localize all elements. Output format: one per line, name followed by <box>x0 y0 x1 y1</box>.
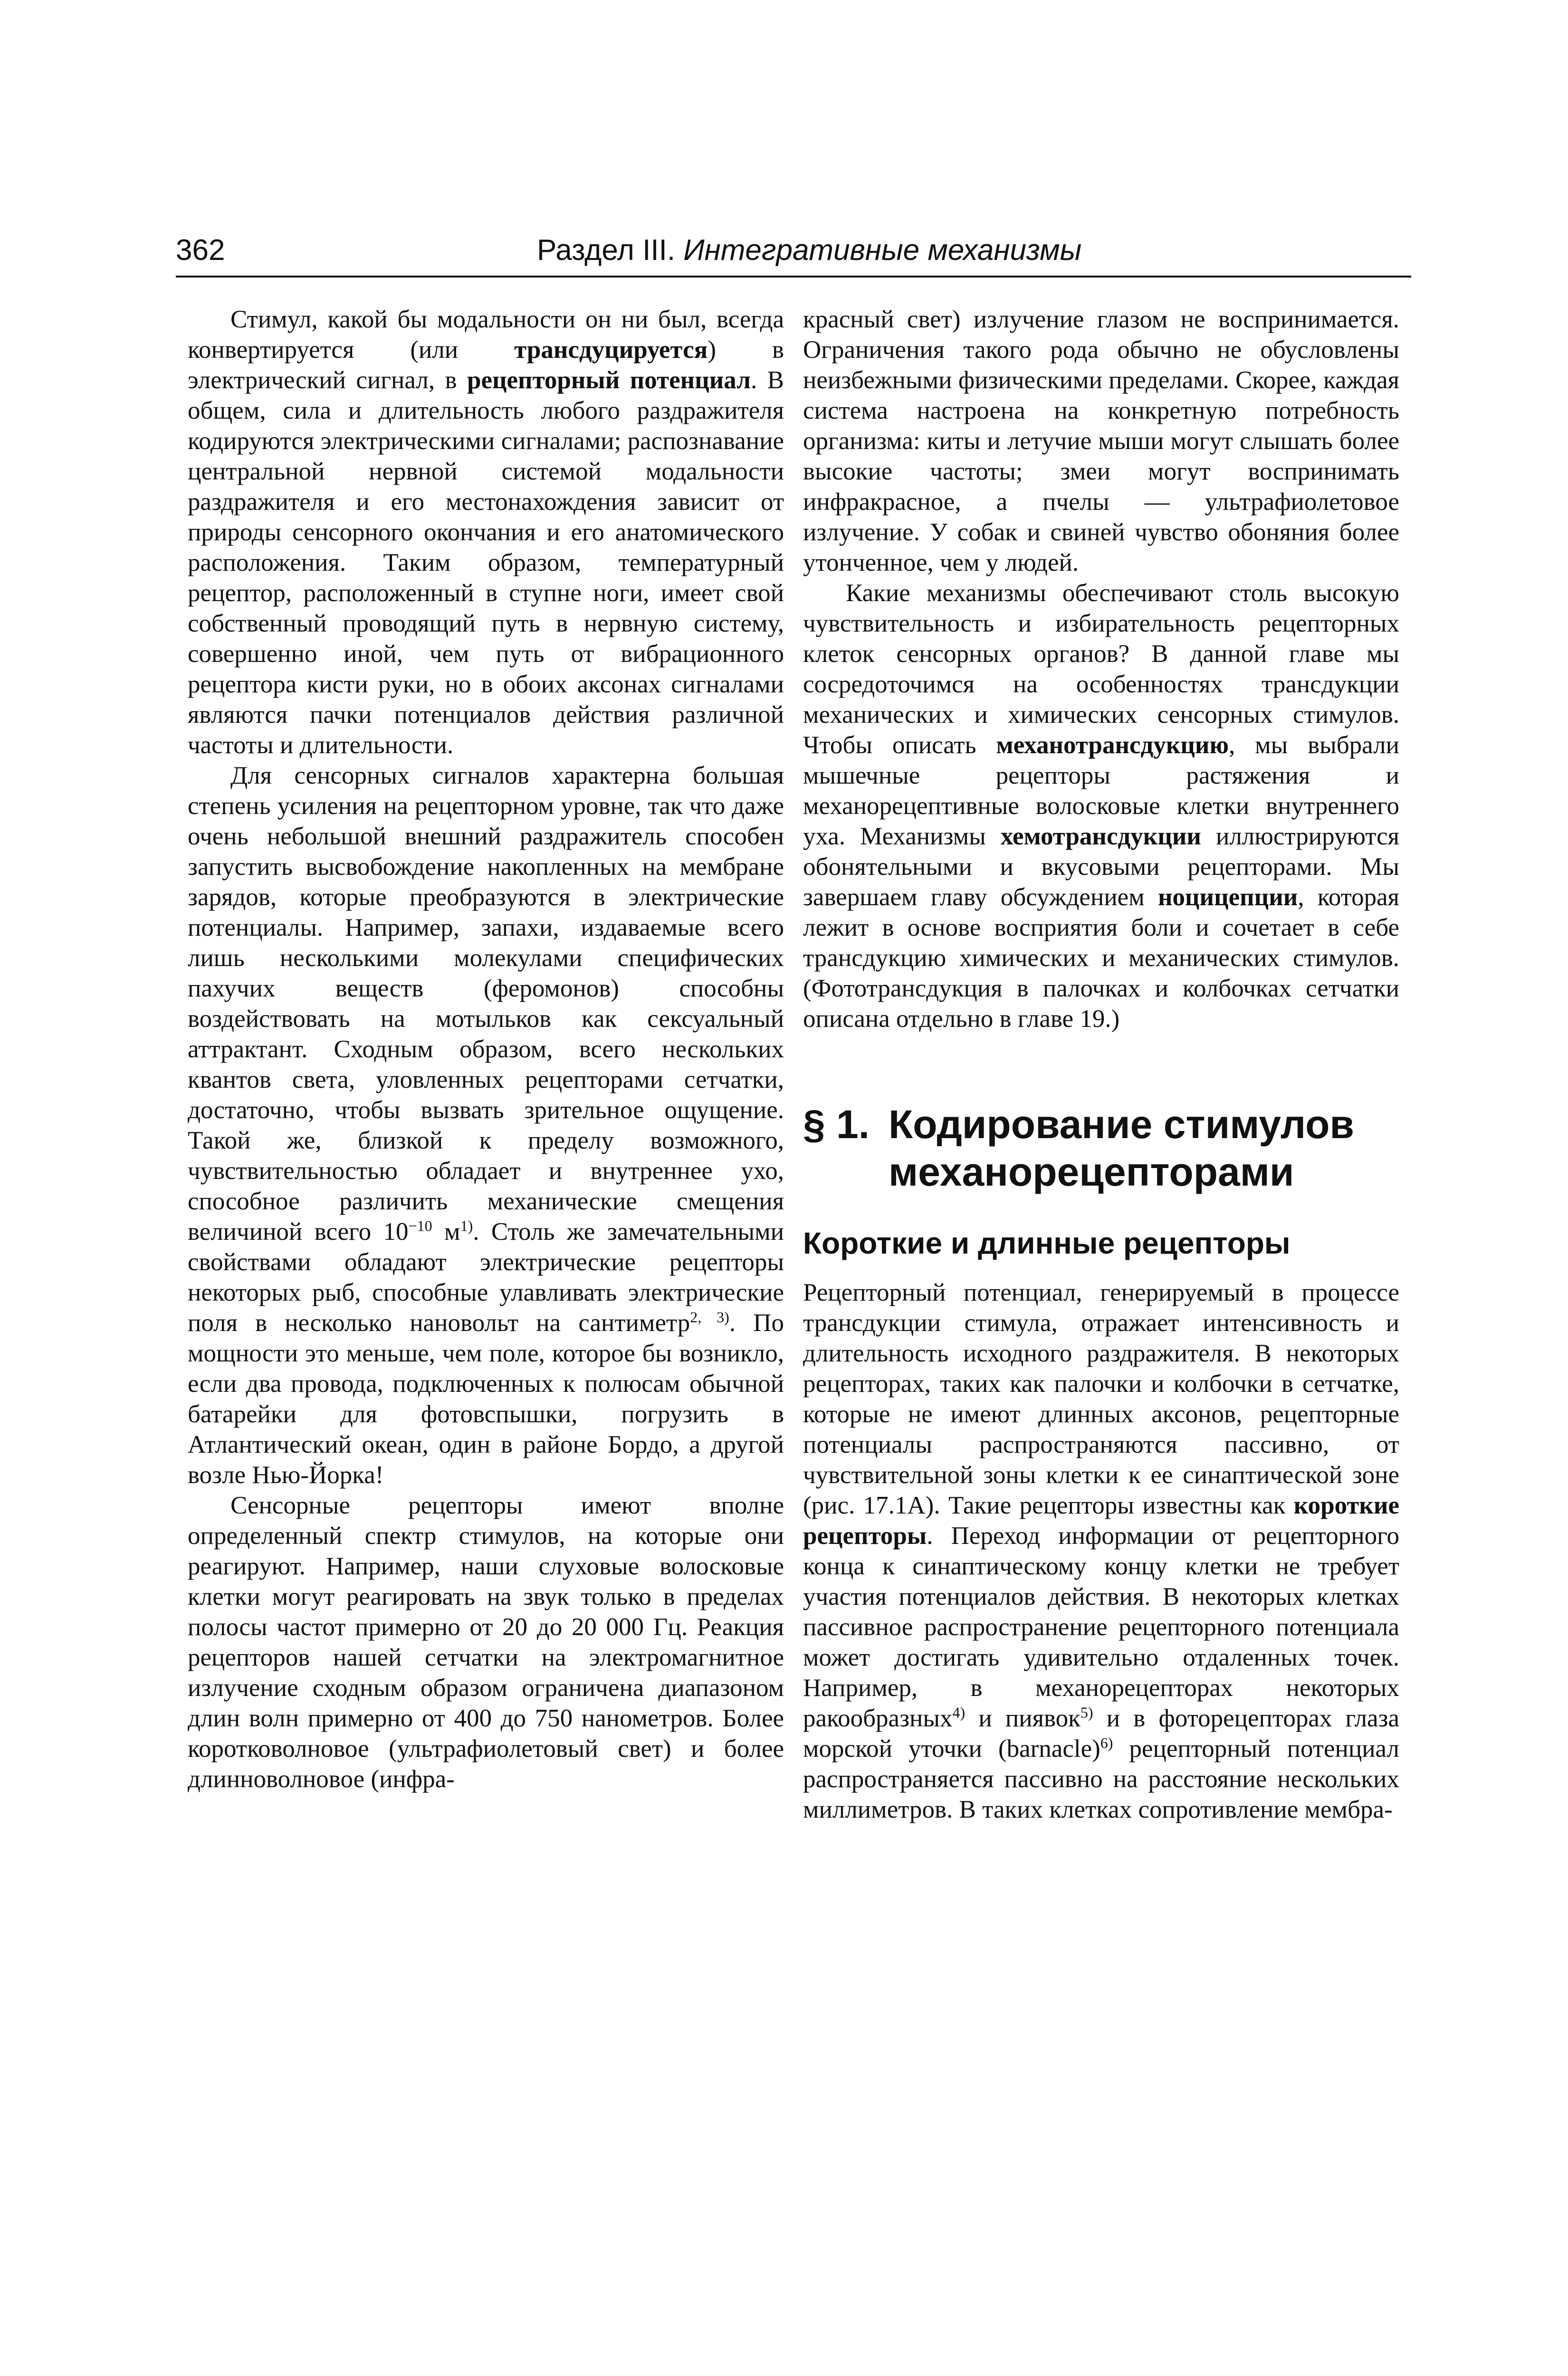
section-heading <box>803 1101 1399 1196</box>
subsection-heading: Короткие и длинные рецепторы <box>803 1226 1291 1260</box>
right-column <box>803 304 1399 1825</box>
text-run: иллюстрируются обонятельными и вкусовыми рецепторами. Мы завершаем главу обсуждением <box>803 823 1399 911</box>
text-run: Какие механизмы обеспечивают столь высокую чувствительность и избирательность рецепторных клеток сенсорных органов? В данной главе мы сосредоточимся на особенностях трансдукции механических и химических сенсорных стимулов. Чтобы описать <box>803 579 1399 759</box>
section-label: Раздел III. <box>537 234 676 267</box>
text-run: Стимул, какой бы модальности он ни был, всегда конвертируется (или <box>188 306 784 364</box>
text-run: ) в электрический сигнал, в <box>188 336 784 394</box>
footnote-ref: 1) <box>460 1217 473 1235</box>
paragraph-chapter-overview <box>803 578 1399 1034</box>
term-nociception: ноцицепции <box>1157 883 1298 911</box>
text-run: . Столь же замечательными свойствами обладают электрические рецепторы некоторых рыб, способные улавливать электрические поля в несколько нановольт на сантиметр <box>188 1218 784 1337</box>
text-run: , мы выбрали мышечные рецепторы растяжения и механорецептивные волосковые клетки внутреннего уха. Механизмы <box>803 731 1399 850</box>
term-mechanotransduction: механотрансдукцию <box>996 731 1229 759</box>
footnote-ref: 4) <box>952 1704 966 1721</box>
section-heading-text: Кодирование стимулов механорецепторами <box>889 1102 1355 1194</box>
footnote-ref: 2, 3) <box>690 1308 729 1326</box>
exponent: −10 <box>408 1217 432 1235</box>
term-receptor-potential: рецепторный потенциал <box>467 366 751 394</box>
text-run: м <box>432 1218 460 1245</box>
text-run: и пиявок <box>965 1705 1080 1732</box>
text-run: рецепторный потенциал распространяется пассивно на расстояние нескольких миллиметров. В таких клетках сопротивление мембра- <box>803 1735 1399 1823</box>
text-run: , которая лежит в основе восприятия боли и сочетает в себе трансдукцию химических и механических стимулов. (Фототрансдукция в палочках и колбочках сетчатки описана отдельно в главе 19.) <box>803 883 1399 1033</box>
paragraph-amplification <box>188 760 784 1490</box>
footnote-ref: 6) <box>1100 1734 1113 1752</box>
running-header <box>176 223 1411 278</box>
text-run: Для сенсорных сигналов характерна большая степень усиления на рецепторном уровне, так что даже очень небольшой внешний раздражитель способен запустить высвобождение накопленных на мембране зарядов, которые преобразуются в электрические потенциалы. Например, запахи, издаваемые всего лишь несколькими молекулами специфических пахучих веществ (феромонов) способны воздействовать на мотыльков как сексуальный аттрактант. Сходным образом, всего нескольких квантов света, уловленных рецепторами сетчатки, достаточно, чтобы вызвать зрительное ощущение. Такой же, близкой к пределу возможного, чувствительностью обладает и внутреннее ухо, способное различить механические смещения величиной всего 10 <box>188 762 784 1245</box>
term-short-receptors: короткие рецепторы <box>803 1492 1399 1550</box>
paragraph-stimulus-conversion <box>188 304 784 760</box>
text-run: и в фоторецепторах глаза морской уточки (barnacle) <box>803 1705 1399 1763</box>
paragraph-stimulus-spectrum: Сенсорные рецепторы имеют вполне определенный спектр стимулов, на которые они реагируют. Например, наши слуховые волосковые клетки могут реагировать на звук только в пределах полосы частот примерно от 20 до 20 000 Гц. Реакция рецепторов нашей сетчатки на электромагнитное излучение сходным образом ограничена диапазоном длин волн примерно от 400 до 750 нанометров. Более коротковолновое (ультрафиолетовый свет) и более длинноволновое (инфра- <box>188 1492 784 1793</box>
text-run: . Переход информации от рецепторного конца к синаптическому концу клетки не требует участия потенциалов действия. В некоторых клетках пассивное распространение рецепторного потенциала может достигать удивительно отдаленных точек. Например, в механорецепторах некоторых ракообразных <box>803 1522 1399 1732</box>
paragraph-continuation: красный свет) излучение глазом не воспринимается. Ограничения такого рода обычно не обусловлены неизбежными физическими пределами. Скорее, каждая система настроена на конкретную потребность организма: киты и летучие мыши могут слышать более высокие частоты; змеи могут воспринимать инфракрасное, а пчелы — ультрафиолетовое излучение. У собак и свиней чувство обоняния более утонченное, чем у людей. <box>803 306 1399 576</box>
term-transduced: трансдуцируется <box>514 336 708 364</box>
left-column <box>188 304 784 1794</box>
section-number: § 1. <box>803 1102 870 1147</box>
term-chemotransduction: хемотрансдукции <box>1000 823 1201 850</box>
footnote-ref: 5) <box>1080 1704 1093 1721</box>
text-run: Рецепторный потенциал, генерируемый в процессе трансдукции стимула, отражает интенсивность и длительность исходного раздражителя. В некоторых рецепторах, таких как палочки и колбочки в сетчатке, которые не имеют длинных аксонов, рецепторные потенциалы распространяются пассивно, от чувствительной зоны клетки к ее синаптической зоне (рис. 17.1А). Такие рецепторы известны как <box>803 1279 1399 1519</box>
section-name: Интегративные механизмы <box>683 234 1082 267</box>
text-run: . По мощности это меньше, чем поле, которое бы возникло, если два провода, подключенных к полюсам обычной батарейки для фотовспышки, погрузить в Атлантический океан, один в районе Бордо, а другой возле Нью-Йорка! <box>188 1309 784 1489</box>
section-title <box>537 233 1081 267</box>
paragraph-short-receptors <box>803 1277 1399 1825</box>
page-number: 362 <box>176 234 225 267</box>
text-run: . В общем, сила и длительность любого раздражителя кодируются электрическими сигналами; распознавание центральной нервной системой модальности раздражителя и его местонахождения зависит от природы сенсорного окончания и его анатомического расположения. Таким образом, температурный рецептор, расположенный в ступне ноги, имеет свой собственный проводящий путь в нервную систему, совершенно иной, чем путь от вибрационного рецептора кисти руки, но в обоих аксонах сигналами являются пачки потенциалов действия различной частоты и длительности. <box>188 366 784 759</box>
